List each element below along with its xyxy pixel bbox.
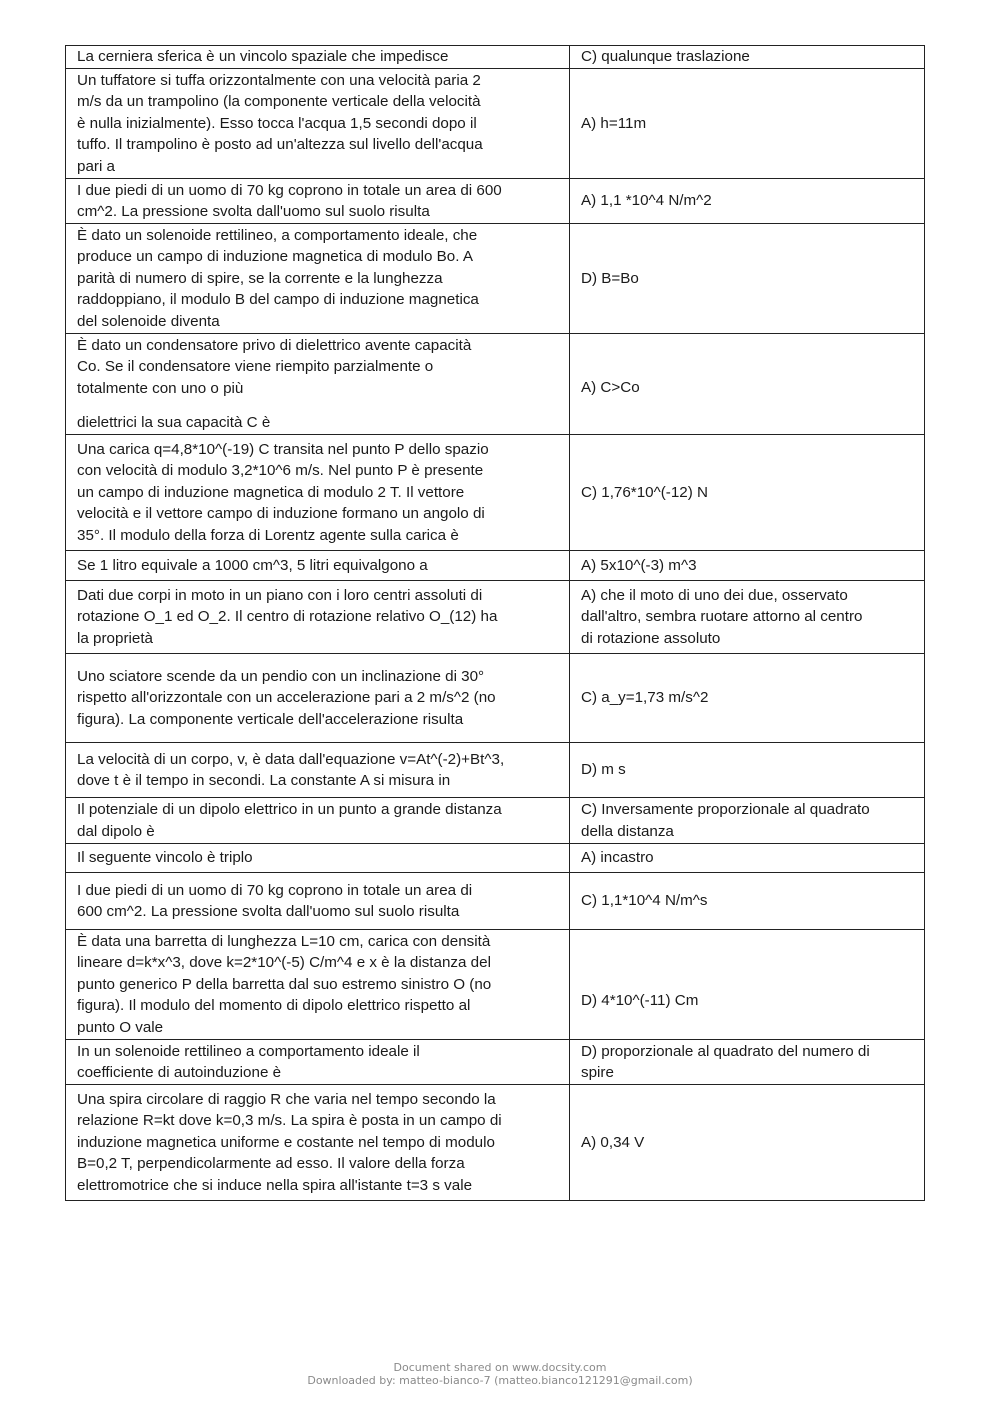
answer-cell: C) Inversamente proporzionale al quadrato della distanza bbox=[570, 798, 925, 844]
question-cell: Dati due corpi in moto in un piano con i loro centri assoluti di rotazione O_1 ed O_2. Il centro di rotazione relativo O_(12) ha la proprietà bbox=[66, 581, 570, 654]
table-row bbox=[66, 1040, 925, 1085]
question-cell: La cerniera sferica è un vincolo spaziale che impedisce bbox=[66, 46, 570, 69]
table-row bbox=[66, 179, 925, 224]
answer-cell: C) a_y=1,73 m/s^2 bbox=[570, 654, 925, 743]
question-cell: Una carica q=4,8*10^(-19) C transita nel punto P dello spazio con velocità di modulo 3,2*10^6 m/s. Nel punto P è presente un campo di induzione magnetica di modulo 2 T. Il vettore velocità e il vettore campo di induzione formano un angolo di 35°. Il modulo della forza di Lorentz agente sulla carica è bbox=[66, 435, 570, 551]
question-text-continued: dielettrici la sua capacità C è bbox=[77, 414, 271, 431]
table-row bbox=[66, 551, 925, 581]
answer-cell: D) B=Bo bbox=[570, 224, 925, 334]
table-row bbox=[66, 743, 925, 798]
answer-cell: A) incastro bbox=[570, 844, 925, 873]
question-cell: Il seguente vincolo è triplo bbox=[66, 844, 570, 873]
table-row bbox=[66, 69, 925, 179]
answer-cell: C) 1,76*10^(-12) N bbox=[570, 435, 925, 551]
table-row bbox=[66, 798, 925, 844]
question-cell: Un tuffatore si tuffa orizzontalmente con una velocità paria 2 m/s da un trampolino (la componente verticale della velocità è nulla inizialmente). Esso tocca l'acqua 1,5 secondi dopo il tuffo. Il trampolino è posto ad un'altezza sul livello dell'acqua pari a bbox=[66, 69, 570, 179]
qa-table bbox=[65, 45, 925, 1201]
answer-cell: A) 5x10^(-3) m^3 bbox=[570, 551, 925, 581]
table-row bbox=[66, 930, 925, 1040]
answer-cell: A) 0,34 V bbox=[570, 1085, 925, 1201]
question-cell: I due piedi di un uomo di 70 kg coprono in totale un area di 600 cm^2. La pressione svolta dall'uomo sul suolo risulta bbox=[66, 873, 570, 930]
question-cell: È data una barretta di lunghezza L=10 cm, carica con densità lineare d=k*x^3, dove k=2*10^(-5) C/m^4 e x è la distanza del punto generico P della barretta dal suo estremo sinistro O (no figura). Il modulo del momento di dipolo elettrico rispetto al punto O vale bbox=[66, 930, 570, 1040]
footer-shared-line: Document shared on www.docsity.com bbox=[393, 1361, 607, 1374]
question-cell: Una spira circolare di raggio R che varia nel tempo secondo la relazione R=kt dove k=0,3 m/s. La spira è posta in un campo di induzione magnetica uniforme e costante nel tempo di modulo B=0,2 T, perpendicolarmente ad esso. Il valore della forza elettromotrice che si induce nella spira all'istante t=3 s vale bbox=[66, 1085, 570, 1201]
page-footer bbox=[0, 1361, 1000, 1387]
question-cell: Uno sciatore scende da un pendio con un inclinazione di 30° rispetto all'orizzontale con un accelerazione pari a 2 m/s^2 (no figura). La componente verticale dell'accelerazione risulta bbox=[66, 654, 570, 743]
answer-cell: A) h=11m bbox=[570, 69, 925, 179]
answer-cell: D) m s bbox=[570, 743, 925, 798]
answer-cell: C) qualunque traslazione bbox=[570, 46, 925, 69]
answer-cell: C) 1,1*10^4 N/m^s bbox=[570, 873, 925, 930]
footer-downloaded-line: Downloaded by: matteo-bianco-7 (matteo.bianco121291@gmail.com) bbox=[307, 1374, 693, 1387]
answer-cell: D) proporzionale al quadrato del numero di spire bbox=[570, 1040, 925, 1085]
table-row bbox=[66, 654, 925, 743]
question-cell: In un solenoide rettilineo a comportamento ideale il coefficiente di autoinduzione è bbox=[66, 1040, 570, 1085]
question-cell: La velocità di un corpo, v, è data dall'equazione v=At^(-2)+Bt^3, dove t è il tempo in secondi. La constante A si misura in bbox=[66, 743, 570, 798]
answer-cell: A) che il moto di uno dei due, osservato dall'altro, sembra ruotare attorno al centro di rotazione assoluto bbox=[570, 581, 925, 654]
question-cell: È dato un solenoide rettilineo, a comportamento ideale, che produce un campo di induzione magnetica di modulo Bo. A parità di numero di spire, se la corrente e la lunghezza raddoppiano, il modulo B del campo di induzione magnetica del solenoide diventa bbox=[66, 224, 570, 334]
question-cell: Il potenziale di un dipolo elettrico in un punto a grande distanza dal dipolo è bbox=[66, 798, 570, 844]
answer-cell: D) 4*10^(-11) Cm bbox=[570, 930, 925, 1040]
table-row bbox=[66, 224, 925, 334]
question-cell: Se 1 litro equivale a 1000 cm^3, 5 litri equivalgono a bbox=[66, 551, 570, 581]
question-text: È dato un condensatore privo di dielettrico avente capacità Co. Se il condensatore viene riempito parzialmente o totalmente con uno o più bbox=[77, 336, 472, 397]
question-cell: I due piedi di un uomo di 70 kg coprono in totale un area di 600 cm^2. La pressione svolta dall'uomo sul suolo risulta bbox=[66, 179, 570, 224]
table-row bbox=[66, 46, 925, 69]
table-row bbox=[66, 1085, 925, 1201]
answer-cell: A) 1,1 *10^4 N/m^2 bbox=[570, 179, 925, 224]
table-row bbox=[66, 334, 925, 435]
question-cell bbox=[66, 334, 570, 435]
table-row bbox=[66, 581, 925, 654]
table-row bbox=[66, 435, 925, 551]
table-row bbox=[66, 873, 925, 930]
answer-cell: A) C>Co bbox=[570, 334, 925, 435]
table-row bbox=[66, 844, 925, 873]
